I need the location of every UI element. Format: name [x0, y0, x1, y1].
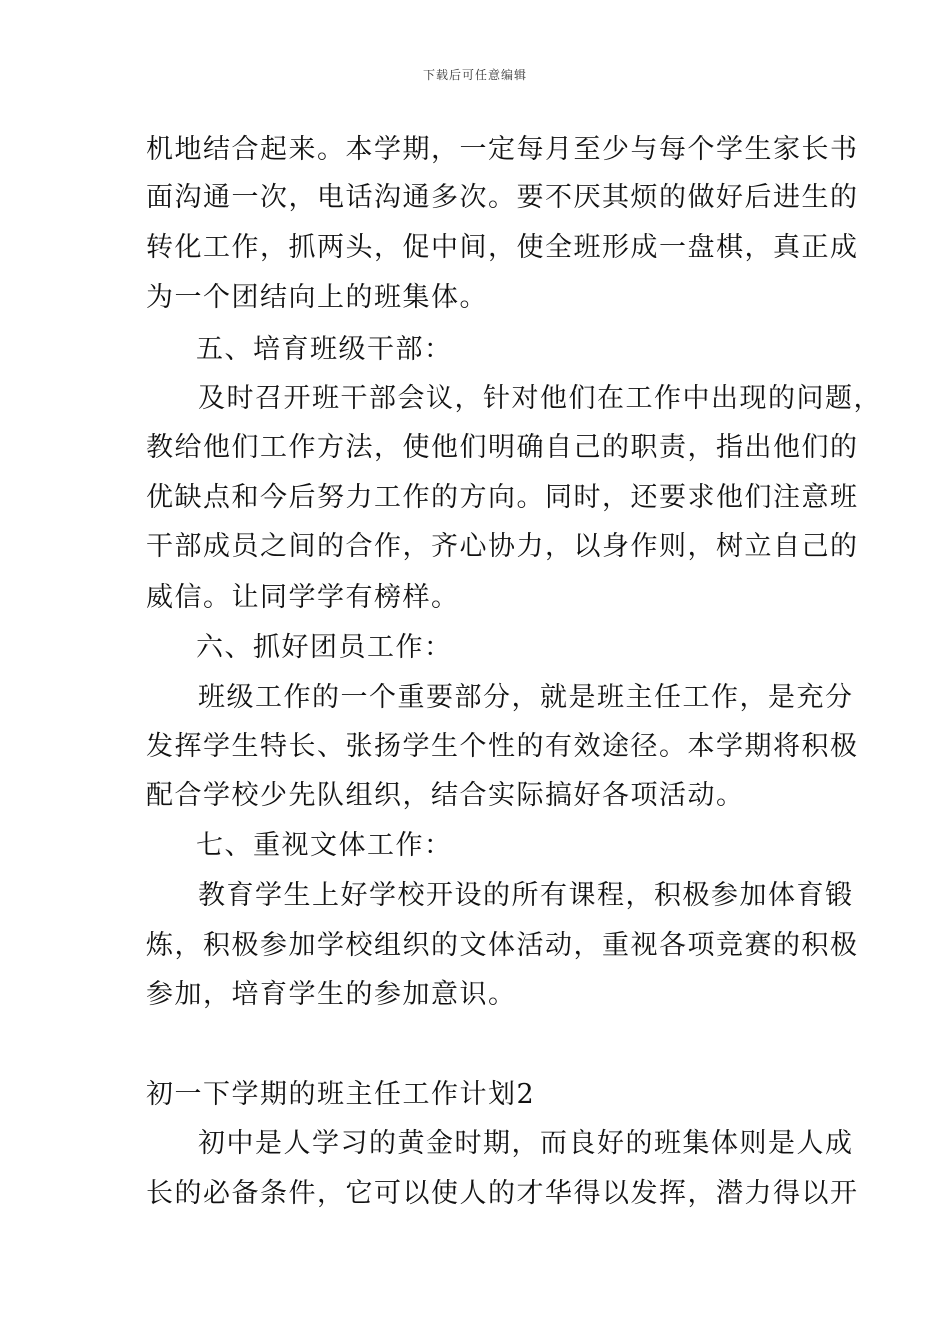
text-line: 教育学生上好学校开设的所有课程，积极参加体育锻 — [198, 880, 854, 911]
text-line: 优缺点和今后努力工作的方向。同时，还要求他们注意班 — [146, 482, 859, 513]
text-line: 为一个团结向上的班集体。 — [146, 282, 488, 313]
text-line: 配合学校少先队组织，结合实际搞好各项活动。 — [146, 780, 745, 811]
text-line: 转化工作，抓两头，促中间，使全班形成一盘棋，真正成 — [146, 232, 859, 263]
text-line: 面沟通一次，电话沟通多次。要不厌其烦的做好后进生的 — [146, 182, 859, 213]
text-line: 炼，积极参加学校组织的文体活动，重视各项竞赛的积极 — [146, 930, 859, 961]
text-line: 参加，培育学生的参加意识。 — [146, 979, 517, 1010]
section-heading: 六、抓好团员工作： — [196, 632, 453, 663]
section-heading: 七、重视文体工作： — [196, 830, 453, 861]
text-line: 长的必备条件，它可以使人的才华得以发挥，潜力得以开 — [146, 1178, 859, 1209]
text-line: 机地结合起来。本学期，一定每月至少与每个学生家长书 — [146, 134, 859, 165]
text-line: 发挥学生特长、张扬学生个性的有效途径。本学期将积极 — [146, 731, 859, 762]
section-heading: 五、培育班级干部： — [196, 334, 453, 365]
text-line: 威信。让同学学有榜样。 — [146, 582, 460, 613]
document-title: 初一下学期的班主任工作计划2 — [146, 1079, 536, 1110]
text-line: 及时召开班干部会议，针对他们在工作中出现的问题， — [198, 383, 882, 414]
text-line: 初中是人学习的黄金时期，而良好的班集体则是人成 — [198, 1128, 854, 1159]
header-note: 下载后可任意编辑 — [422, 68, 527, 82]
text-line: 班级工作的一个重要部分，就是班主任工作，是充分 — [198, 682, 854, 713]
text-line: 教给他们工作方法，使他们明确自己的职责，指出他们的 — [146, 432, 859, 463]
text-line: 干部成员之间的合作，齐心协力，以身作则，树立自己的 — [146, 531, 859, 562]
